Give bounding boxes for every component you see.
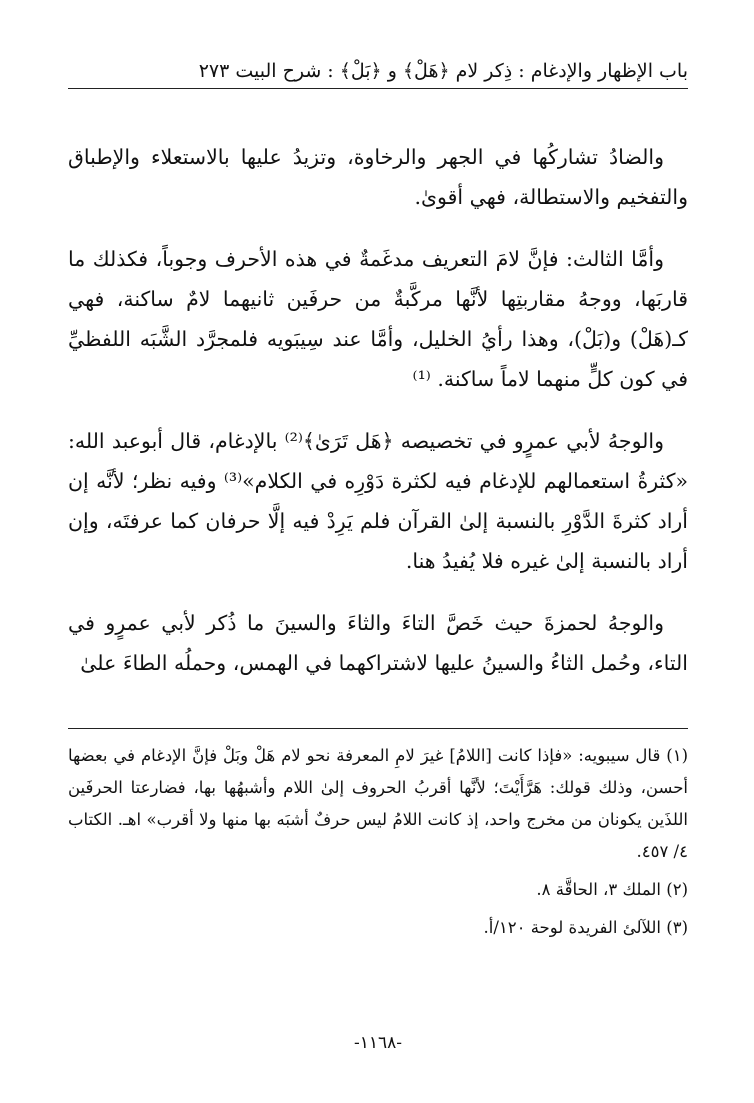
page-number: -١١٦٨-: [353, 1033, 403, 1053]
header-rule: [68, 88, 688, 89]
footnotes: [68, 740, 688, 950]
footnote-1: (١) قال سيبويه: «فإذا كانت [اللامُ] غيرَ لامِ المعرفة نحو لام هَلْ وبَلْ فإنَّ الإدغام في بعضها أحسن، وذلك قولك: هَرَّأَيْتَ؛ لأنَّها أقربُ الحروف إلىٰ اللام وأشبهُها بها، فضارعتا الحرفَين اللذَين يكونان من مخرج واحد، إذ كانت اللامُ ليس حرفٌ أشبَه بها منها ولا أقرب» اهـ. الكتاب ٤/ ٤٥٧.: [68, 746, 688, 861]
paragraph-3: والوجهُ لأبي عمرٍو في تخصيصه ﴿هَل تَرَىٰ﴾⁽²⁾ بالإدغام، قال أبوعبد الله: «كثرةُ استعمالهم للإدغام فيه لكثرة دَوْرِه في الكلام»⁽³⁾ وفيه نظر؛ لأنَّه إن أراد كثرةَ الدَّوْرِ بالنسبة إلىٰ القرآن فلم يَرِدْ فيه إلَّا حرفان كما عرفتَه، وإن أراد بالنسبة إلىٰ غيره فلا يُفيدُ هنا.: [68, 429, 688, 573]
paragraph-4: والوجهُ لحمزةَ حيث خَصَّ التاءَ والثاءَ والسينَ ما ذُكر لأبي عمرٍو في التاء، وحُمل الثاءُ والسينُ عليها لاشتراكهما في الهمس، وحملُه الطاءَ علىٰ: [68, 611, 688, 675]
paragraph-2: وأمَّا الثالث: فإنَّ لامَ التعريف مدغَمةٌ في هذه الأحرف وجوباً، فكذلك ما قاربَها، ووجهُ مقاربتِها لأنَّها مركَّبةٌ من حرفَين ثانيهما لامٌ ساكنة، فهي كـ(هَلْ) و(بَلْ)، وهذا رأيُ الخليل، وأمَّا عند سِيبَويه فلمجرَّد الشَّبَه اللفظيِّ في كون كلٍّ منهما لاماً ساكنة. ⁽¹⁾: [68, 247, 688, 391]
footnote-2: (٢) الملك ٣، الحاقَّة ٨.: [536, 880, 688, 899]
body-text: [68, 137, 688, 683]
running-header: باب الإظهار والإدغام : ذِكر لام ﴿هَلْ﴾ و ﴿بَلْ﴾ : شرح البيت ٢٧٣: [198, 60, 688, 82]
book-page: [68, 56, 688, 1066]
paragraph-1: والضادُ تشاركُها في الجهر والرخاوة، وتزيدُ عليها بالاستعلاء والإطباق والتفخيم والاستطالة، فهي أقوىٰ.: [68, 145, 688, 209]
footnote-3: (٣) اللآلئ الفريدة لوحة ١٢٠/أ.: [483, 918, 688, 937]
footnote-rule: [68, 728, 688, 729]
